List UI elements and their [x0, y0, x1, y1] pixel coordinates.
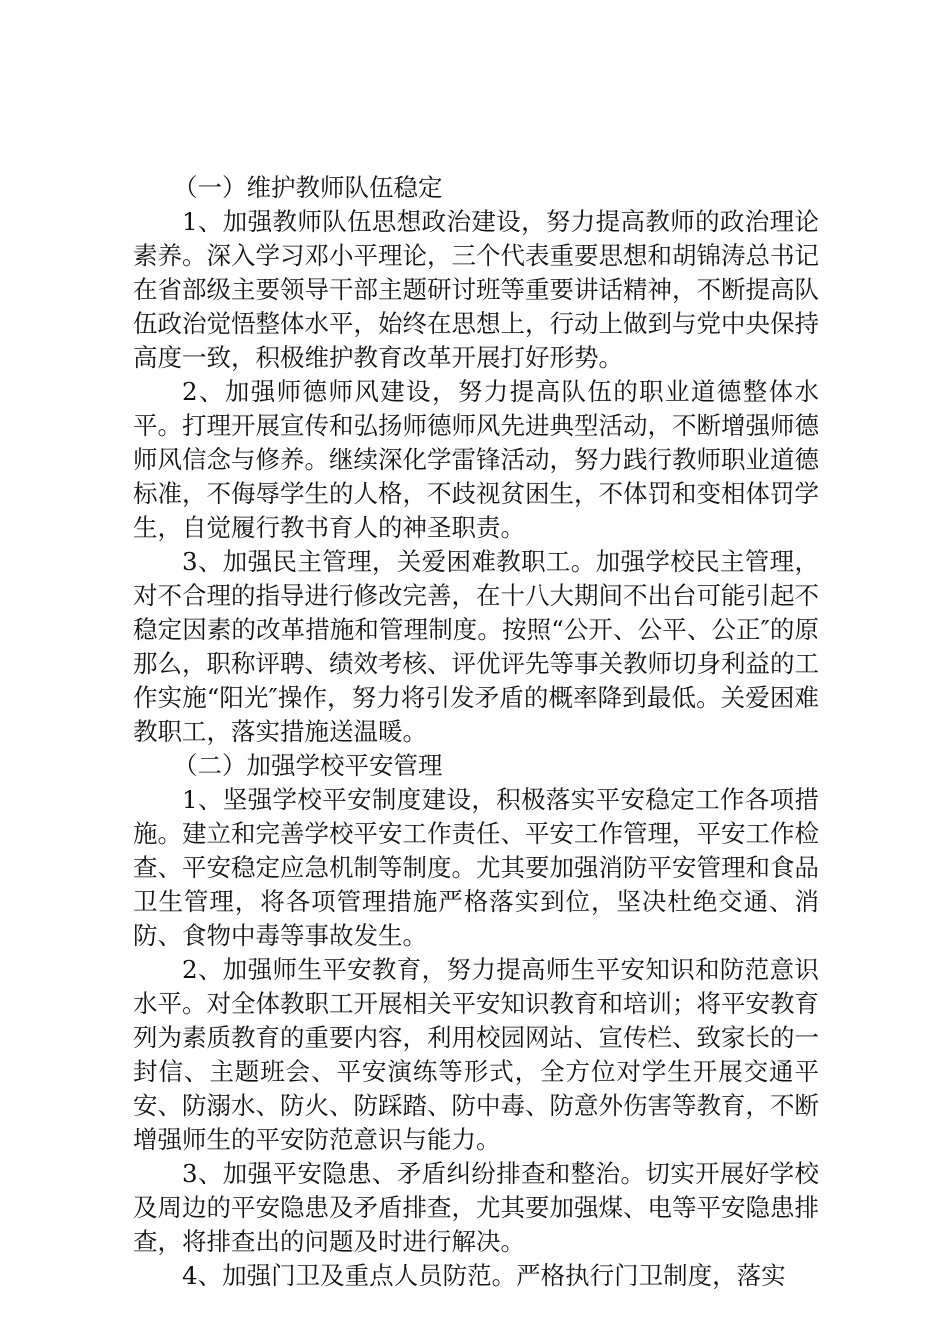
section-heading-1: （一）维护教师队伍稳定 [173, 173, 443, 202]
paragraph-2-2: 2、加强师生平安教育，努力提高师生平安知识和防范意识水平。对全体教职工开展相关平安知识教育和培训；将平安教育列为素质教育的重要内容，利用校园网站、宣传栏、致家长的一封信、主题班会、平安演练等形式，全方位对学生开展交通平安、防溺水、防火、防踩踏、防中毒、防意外伤害等教育，不断增强师生的平安防范意识与能力。 [133, 955, 819, 1154]
paragraph-2-4: 4、加强门卫及重点人员防范。严格执行门卫制度，落实 [182, 1261, 786, 1290]
paragraph-2-1: 1、坚强学校平安制度建设，积极落实平安稳定工作各项措施。建立和完善学校平安工作责任、平安工作管理，平安工作检查、平安稳定应急机制等制度。尤其要加强消防平安管理和食品卫生管理，将各项管理措施严格落实到位，坚决杜绝交通、消防、食物中毒等事故发生。 [133, 785, 819, 950]
section-heading-2: （二）加强学校平安管理 [173, 751, 443, 780]
paragraph-1-1: 1、加强教师队伍思想政治建设，努力提高教师的政治理论素养。深入学习邓小平理论，三个代表重要思想和胡锦涛总书记在省部级主要领导干部主题研讨班等重要讲话精神，不断提高队伍政治觉悟整体水平，始终在思想上，行动上做到与党中央保持高度一致，积极维护教育改革开展打好形势。 [133, 207, 819, 372]
paragraph-1-2: 2、加强师德师风建设，努力提高队伍的职业道德整体水平。打理开展宣传和弘扬师德师风先进典型活动，不断增强师德师风信念与修养。继续深化学雷锋活动，努力践行教师职业道德标准，不侮辱学生的人格，不歧视贫困生，不体罚和变相体罚学生，自觉履行教书育人的神圣职责。 [133, 377, 819, 542]
paragraph-1-3: 3、加强民主管理，关爱困难教职工。加强学校民主管理，对不合理的指导进行修改完善，在十八大期间不出台可能引起不稳定因素的改革措施和管理制度。按照“公开、公平、公正″的原那么，职称评聘、绩效考核、评优评先等事关教师切身利益的工作实施“阳光″操作，努力将引发矛盾的概率降到最低。关爱困难教职工，落实措施送温暖。 [133, 547, 819, 746]
document-body [133, 171, 819, 1293]
paragraph-2-3: 3、加强平安隐患、矛盾纠纷排查和整治。切实开展好学校及周边的平安隐患及矛盾排查，尤其要加强煤、电等平安隐患排查，将排查出的问题及时进行解决。 [133, 1159, 819, 1256]
